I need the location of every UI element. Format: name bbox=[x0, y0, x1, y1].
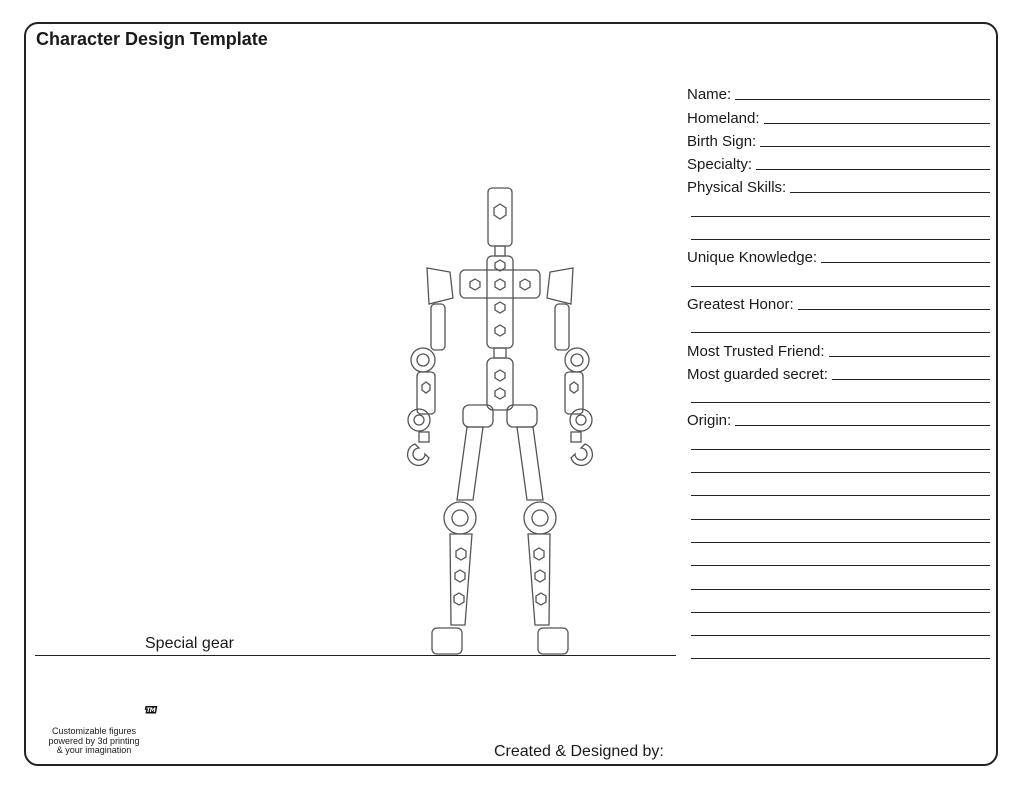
field-continuation[interactable] bbox=[687, 639, 990, 662]
field-continuation[interactable] bbox=[687, 266, 990, 289]
field-label: Birth Sign: bbox=[687, 132, 757, 150]
field-continuation[interactable] bbox=[687, 616, 990, 639]
write-line[interactable] bbox=[691, 519, 990, 520]
field-continuation[interactable] bbox=[687, 383, 990, 406]
tagline-line: powered by 3d printing bbox=[48, 735, 140, 746]
write-line[interactable] bbox=[790, 192, 990, 193]
field-origin[interactable] bbox=[687, 406, 990, 429]
field-label: Physical Skills: bbox=[687, 179, 787, 197]
write-line[interactable] bbox=[691, 612, 990, 613]
field-continuation[interactable] bbox=[687, 313, 990, 336]
write-line[interactable] bbox=[691, 542, 990, 543]
write-line[interactable] bbox=[691, 635, 990, 636]
write-line[interactable] bbox=[735, 425, 990, 426]
write-line[interactable] bbox=[832, 379, 990, 380]
logo-trademark: TM bbox=[146, 707, 156, 714]
field-specialty[interactable] bbox=[687, 150, 990, 173]
write-line[interactable] bbox=[691, 402, 990, 403]
field-label: Most Trusted Friend: bbox=[687, 342, 825, 360]
write-line[interactable] bbox=[798, 309, 990, 310]
field-label: Specialty: bbox=[687, 156, 753, 174]
field-name[interactable] bbox=[687, 80, 990, 103]
field-label: Name: bbox=[687, 86, 732, 104]
field-most-guarded-secret[interactable] bbox=[687, 360, 990, 383]
write-line[interactable] bbox=[691, 332, 990, 333]
special-gear-line[interactable] bbox=[35, 655, 676, 656]
field-label: Unique Knowledge: bbox=[687, 249, 818, 267]
write-line[interactable] bbox=[691, 216, 990, 217]
field-continuation[interactable] bbox=[687, 569, 990, 592]
special-gear-label: Special gear bbox=[145, 635, 234, 652]
field-homeland[interactable] bbox=[687, 103, 990, 126]
field-continuation[interactable] bbox=[687, 546, 990, 569]
field-continuation[interactable] bbox=[687, 453, 990, 476]
write-line[interactable] bbox=[691, 472, 990, 473]
field-label: Greatest Honor: bbox=[687, 295, 794, 313]
write-line[interactable] bbox=[691, 565, 990, 566]
tagline-line: & your imagination bbox=[56, 745, 132, 755]
logo-wordmark bbox=[33, 697, 155, 725]
field-unique-knowledge[interactable] bbox=[687, 243, 990, 266]
write-line[interactable] bbox=[691, 239, 990, 240]
field-label: Origin: bbox=[687, 412, 732, 430]
write-line[interactable] bbox=[691, 449, 990, 450]
write-line[interactable] bbox=[829, 356, 990, 357]
write-line[interactable] bbox=[756, 169, 990, 170]
field-continuation[interactable] bbox=[687, 593, 990, 616]
tagline-line: Customizable figures bbox=[51, 726, 137, 736]
field-continuation[interactable] bbox=[687, 476, 990, 499]
field-greatest-honor[interactable] bbox=[687, 290, 990, 313]
field-label: Homeland: bbox=[687, 109, 760, 127]
modibot-figure-illustration bbox=[395, 180, 605, 660]
write-line[interactable] bbox=[735, 99, 990, 100]
page-title: Character Design Template bbox=[36, 29, 268, 49]
write-line[interactable] bbox=[691, 658, 990, 659]
logo-tagline bbox=[33, 727, 155, 756]
field-physical-skills[interactable] bbox=[687, 173, 990, 196]
modibot-logo bbox=[33, 697, 155, 756]
created-designed-by-label: Created & Designed by: bbox=[494, 743, 664, 760]
write-line[interactable] bbox=[821, 262, 990, 263]
write-line[interactable] bbox=[691, 589, 990, 590]
write-line[interactable] bbox=[691, 286, 990, 287]
field-continuation[interactable] bbox=[687, 523, 990, 546]
field-most-trusted-friend[interactable] bbox=[687, 336, 990, 359]
character-fields bbox=[687, 80, 990, 662]
write-line[interactable] bbox=[691, 495, 990, 496]
logo-wordmark-text: ModiBot bbox=[33, 696, 147, 725]
field-continuation[interactable] bbox=[687, 499, 990, 522]
write-line[interactable] bbox=[760, 146, 990, 147]
field-continuation[interactable] bbox=[687, 196, 990, 219]
field-continuation[interactable] bbox=[687, 429, 990, 452]
field-continuation[interactable] bbox=[687, 220, 990, 243]
field-birth-sign[interactable] bbox=[687, 127, 990, 150]
field-label: Most guarded secret: bbox=[687, 365, 828, 383]
write-line[interactable] bbox=[764, 123, 990, 124]
